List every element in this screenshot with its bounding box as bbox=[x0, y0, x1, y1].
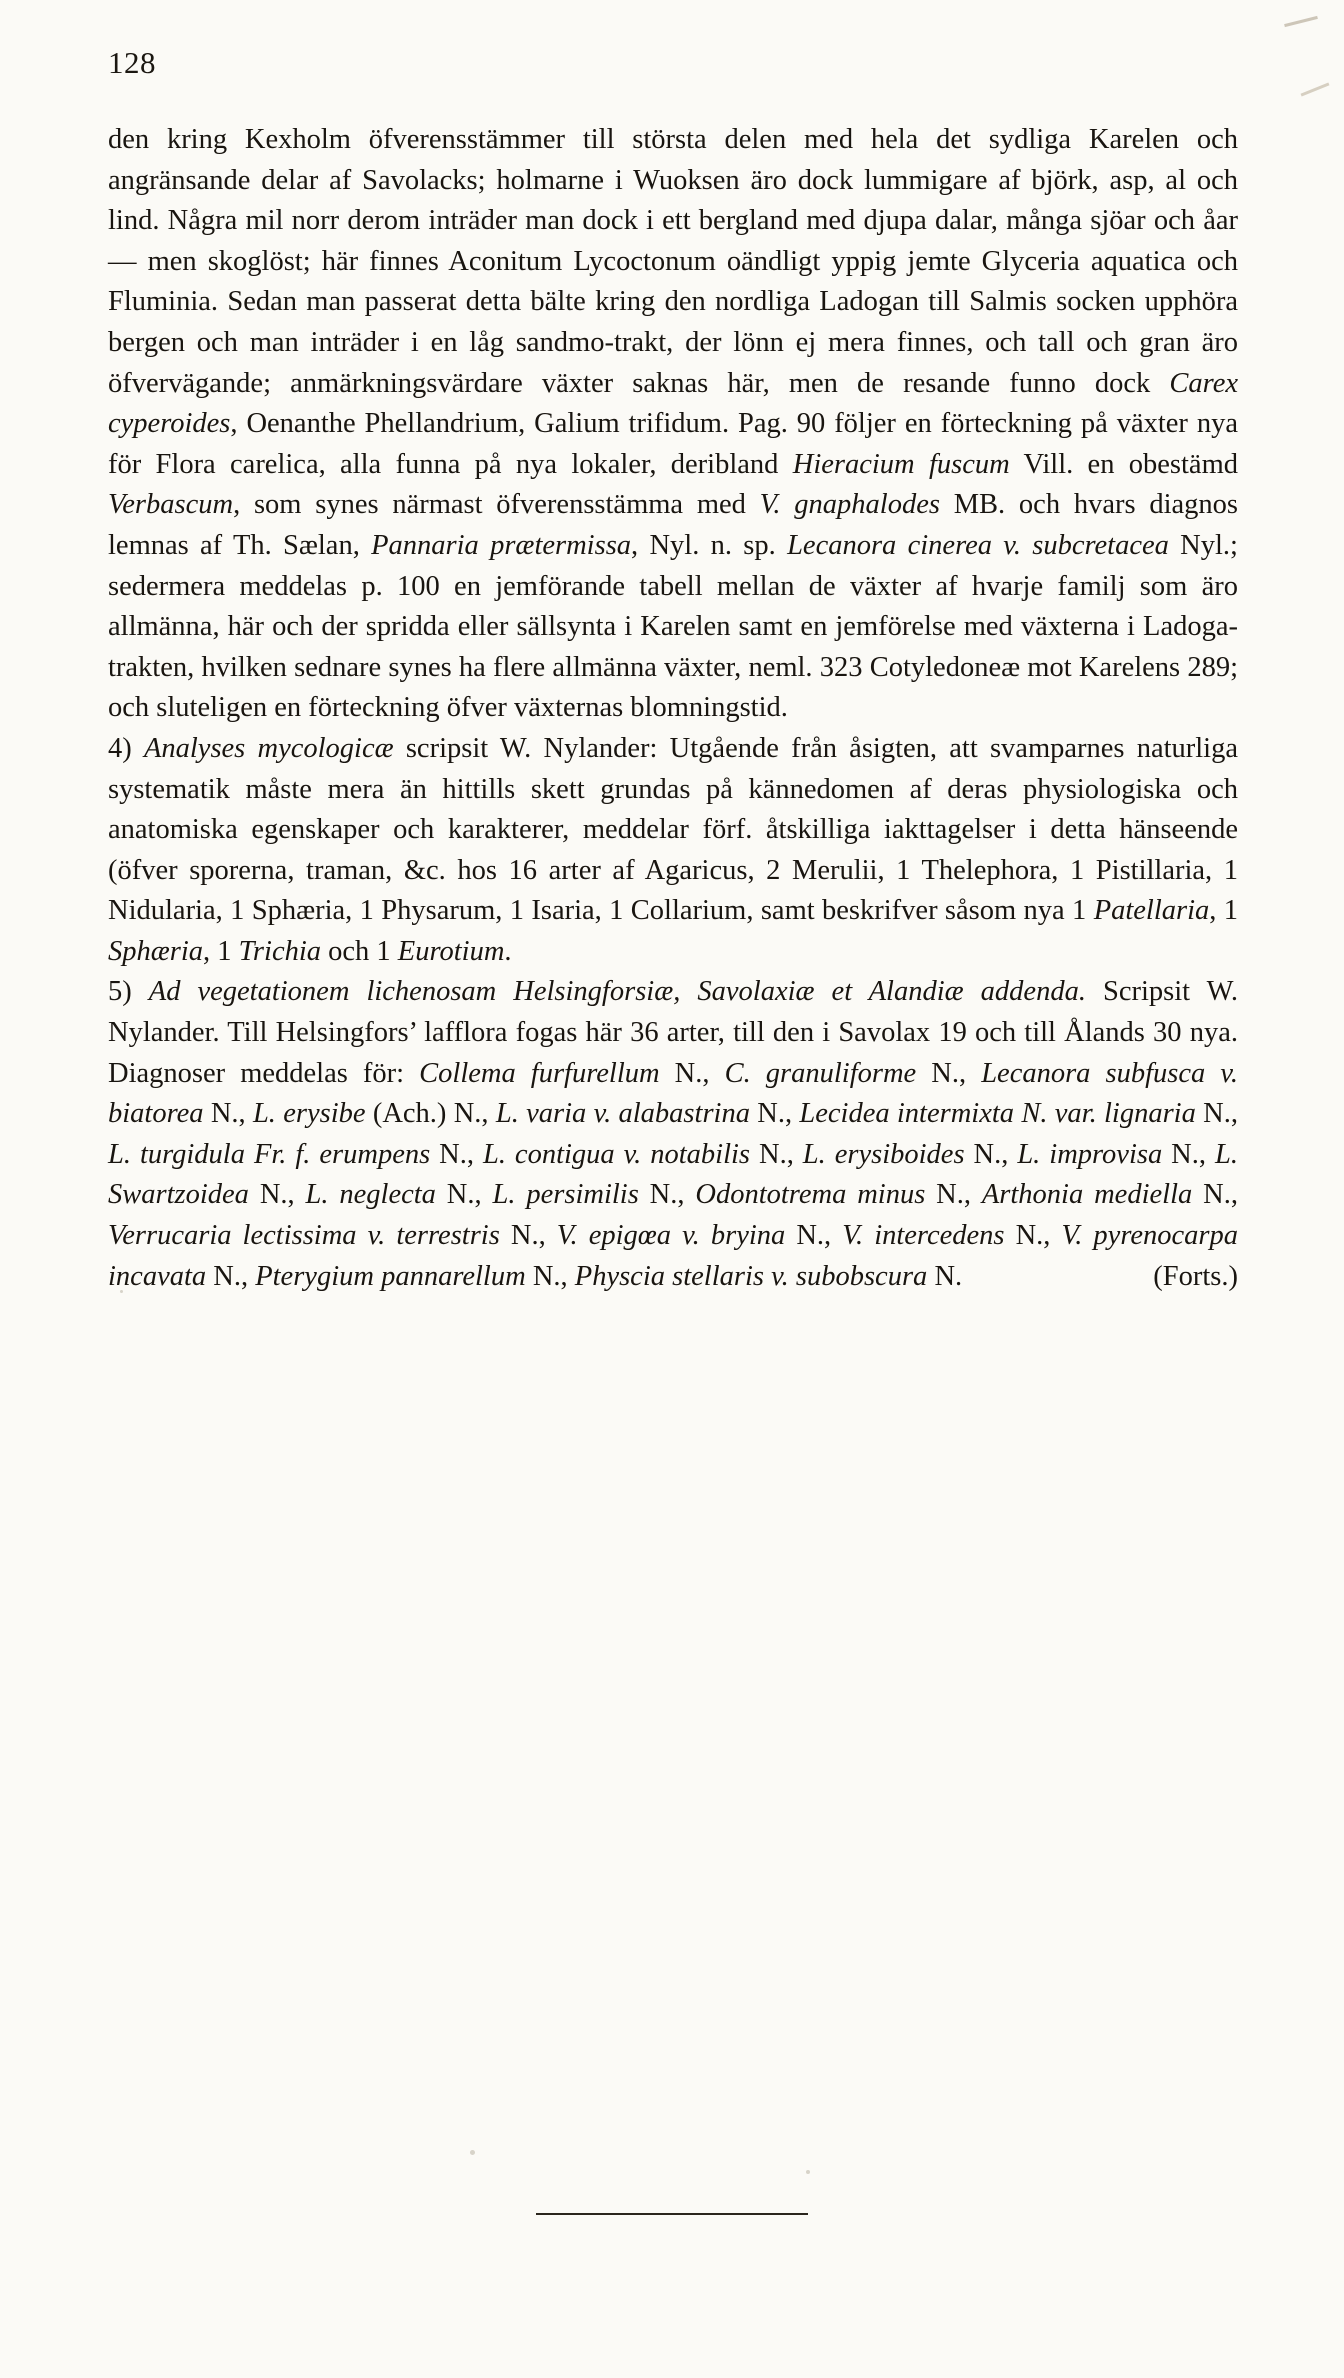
page-edge-mark-icon bbox=[1284, 16, 1318, 27]
page-edge-mark-secondary-icon bbox=[1301, 82, 1330, 96]
paper-speck bbox=[806, 2170, 810, 2174]
body-text bbox=[108, 120, 1238, 1297]
paper-speck bbox=[470, 2150, 475, 2155]
paragraph-item-4: 4) Analyses mycologicæ scripsit W. Nylander: Utgående från åsigten, att svamparnes naturliga systematik måste mera än hittills skett grundas på kännedomen af deras physiologiska och anatomiska egenskaper och karakterer, meddelar förf. åtskilliga iakttagelser i detta hänseende (öfver sporerna, traman, &c. hos 16 arter af Agaricus, 2 Merulii, 1 Thelephora, 1 Pistillaria, 1 Nidularia, 1 Sphæria, 1 Physarum, 1 Isaria, 1 Collarium, samt beskrifver såsom nya 1 Patellaria, 1 Sphæria, 1 Trichia och 1 Eurotium. bbox=[108, 732, 1239, 967]
continuation-note: (Forts.) bbox=[1153, 1260, 1238, 1292]
paragraph-item-5: 5) Ad vegetationem lichenosam Helsingforsiæ, Savolaxiæ et Alandiæ addenda. Scripsit W. Nylander. Till Helsingfors’ lafflora fogas här 36 arter, till den i Savolax 19 och till Ålands 30 nya. Diagnoser meddelas för: Collema furfurellum N., C. granuliforme N., Lecanora subfusca v. biatorea N., L. erysibe (Ach.) N., L. varia v. alabastrina N., Lecidea intermixta N. var. lignaria N., L. turgidula Fr. f. erumpens N., L. contigua v. notabilis N., L. erysiboides N., L. improvisa N., L. Swartzoidea N., L. neglecta N., L. persimilis N., Odontotrema minus N., Arthonia mediella N., Verrucaria lectissima v. terrestris N., V. epigœa v. bryina N., V. intercedens N., V. pyrenocarpa incavata N., Pterygium pannarellum N., Physcia stellaris v. subobscura N. (Forts.) bbox=[108, 972, 1238, 1297]
page-number: 128 bbox=[108, 45, 156, 80]
paragraph-main: den kring Kexholm öfverensstämmer till största delen med hela det sydliga Karelen och angränsande delar af Savolacks; holmarne i Wuoksen äro dock lummigare af björk, asp, al och lind. Några mil norr derom inträder man dock i ett bergland med djupa dalar, många sjöar och åar — men skoglöst; här finnes Aconitum Lycoctonum oändligt yppig jemte Glyceria aquatica och Fluminia. Sedan man passerat detta bälte kring den nordliga Ladogan till Salmis socken upphöra bergen och man inträder i en låg sandmo-trakt, der lönn ej mera finnes, och tall och gran äro öfvervägande; anmärkningsvärdare växter saknas här, men de resande funno dock Carex cyperoides, Oenanthe Phellandrium, Galium trifidum. Pag. 90 följer en förteckning på växter nya för Flora carelica, alla funna på nya lokaler, deribland Hieracium fuscum Vill. en obestämd Verbascum, som synes närmast öfverensstämma med V. gnaphalodes MB. och hvars diagnos lemnas af Th. Sælan, Pannaria prætermissa, Nyl. n. sp. Lecanora cinerea v. subcretacea Nyl.; sedermera meddelas p. 100 en jemförande tabell mellan de växter af hvarje familj som äro allmänna, här och der spridda eller sällsynta i Karelen samt en jemförelse med växterna i Ladoga-trakten, hvilken sednare synes ha flere allmänna växter, neml. 323 Cotyledoneæ mot Karelens 289; och sluteligen en förteckning öfver växternas blomningstid. bbox=[108, 124, 1238, 724]
footer-divider bbox=[536, 2213, 808, 2215]
